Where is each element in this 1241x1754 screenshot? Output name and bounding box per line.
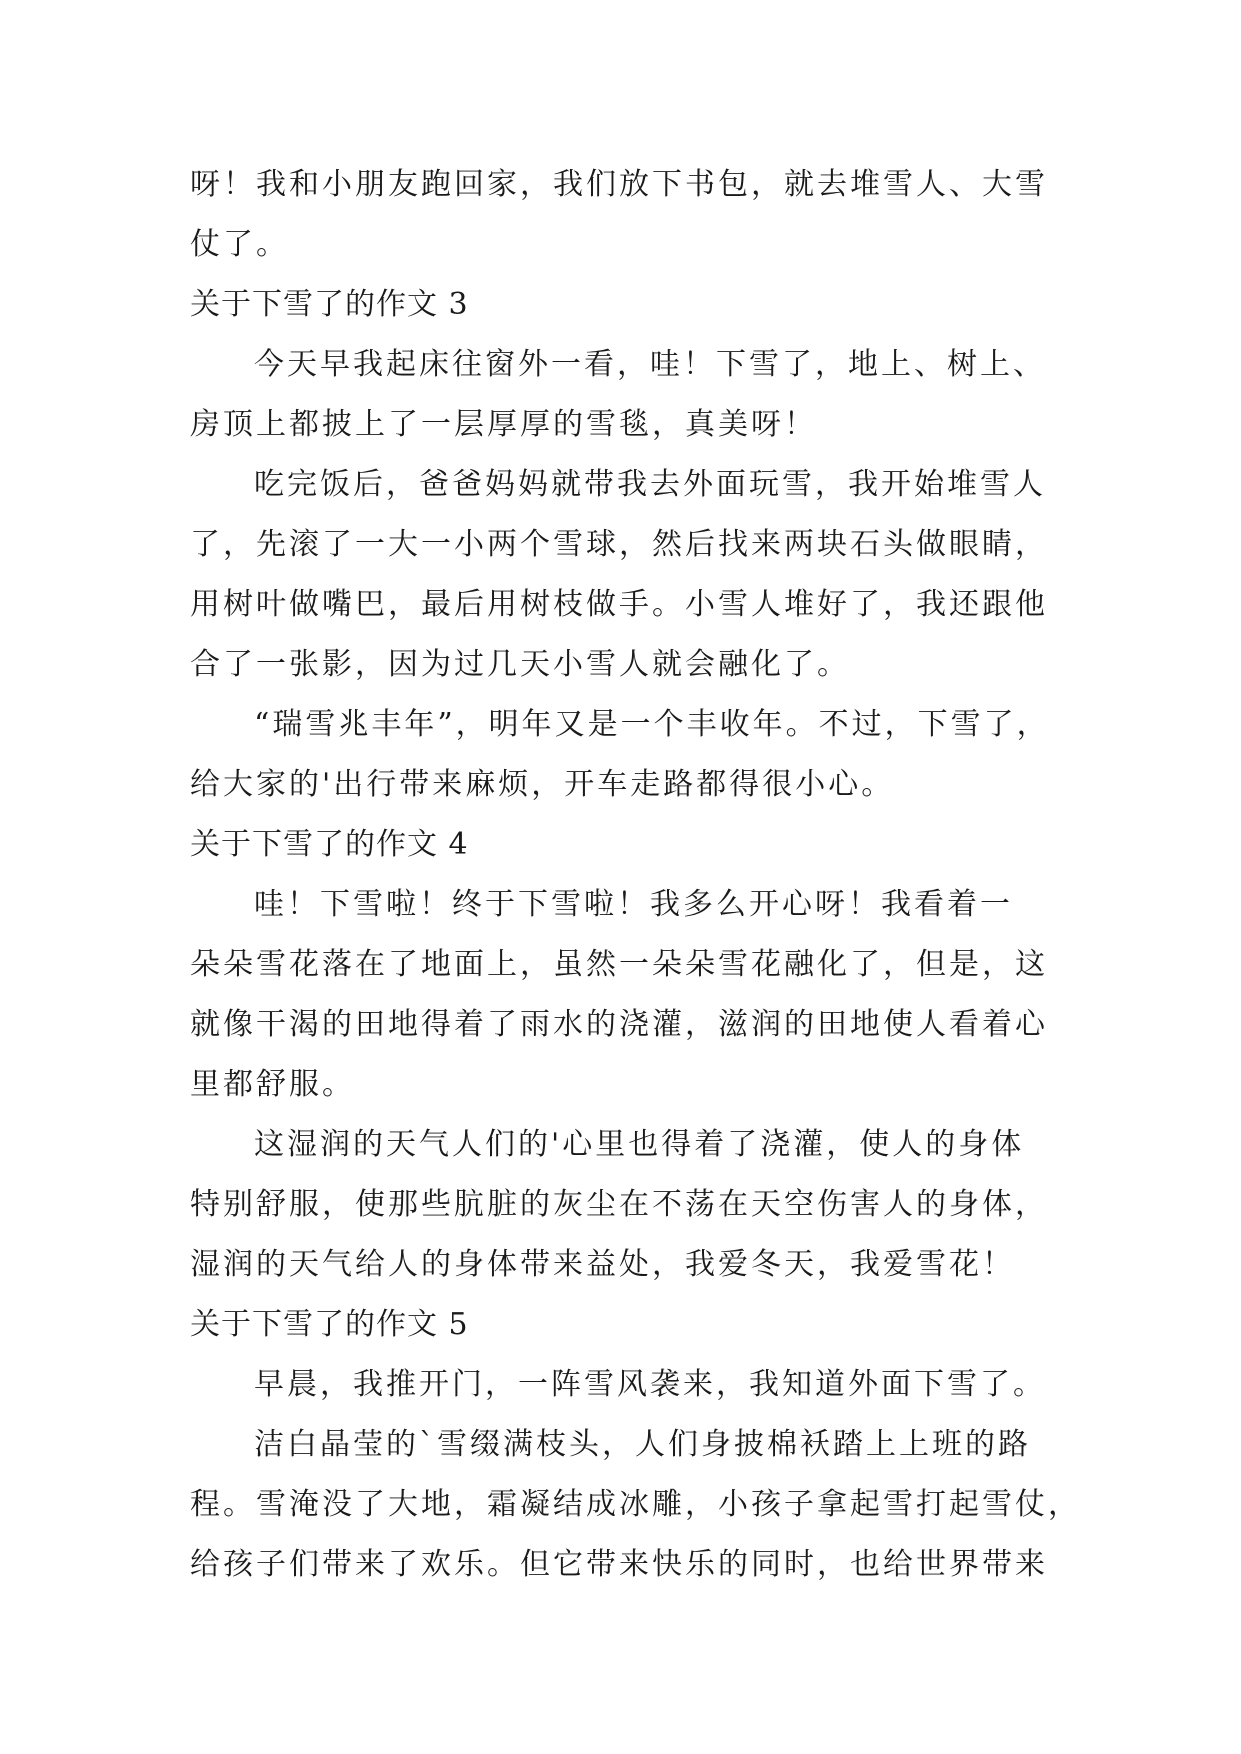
paragraph-line: 哇！下雪啦！终于下雪啦！我多么开心呀！我看着一 (254, 887, 1013, 922)
paragraph-line: 程。雪淹没了大地，霜凝结成冰雕，小孩子拿起雪打起雪仗， (190, 1487, 1081, 1522)
paragraph-line: 房顶上都披上了一层厚厚的雪毯，真美呀！ (190, 407, 817, 442)
paragraph-line: 呀！我和小朋友跑回家，我们放下书包，就去堆雪人、大雪 (190, 167, 1048, 202)
paragraph-line: 这湿润的天气人们的'心里也得着了浇灌，使人的身体 (254, 1127, 1025, 1162)
paragraph-line: 给大家的'出行带来麻烦，开车走路都得很小心。 (190, 767, 895, 802)
paragraph-line: “瑞雪兆丰年”，明年又是一个丰收年。不过，下雪了， (254, 707, 1050, 742)
paragraph-line: 就像干渴的田地得着了雨水的浇灌，滋润的田地使人看着心 (190, 1007, 1048, 1042)
paragraph-line: 仗了。 (190, 227, 289, 262)
paragraph-line: 今天早我起床往窗外一看，哇！下雪了，地上、树上、 (254, 347, 1046, 382)
section-heading: 关于下雪了的作文 4 (190, 827, 469, 862)
paragraph-line: 用树叶做嘴巴，最后用树枝做手。小雪人堆好了，我还跟他 (190, 587, 1048, 622)
paragraph-line: 里都舒服。 (190, 1067, 355, 1102)
paragraph-line: 吃完饭后，爸爸妈妈就带我去外面玩雪，我开始堆雪人 (254, 467, 1046, 502)
paragraph-line: 了，先滚了一大一小两个雪球，然后找来两块石头做眼睛， (190, 527, 1048, 562)
paragraph-line: 特别舒服，使那些肮脏的灰尘在不荡在天空伤害人的身体， (190, 1187, 1048, 1222)
paragraph-line: 早晨，我推开门，一阵雪风袭来，我知道外面下雪了。 (254, 1367, 1046, 1402)
paragraph-line: 合了一张影，因为过几天小雪人就会融化了。 (190, 647, 850, 682)
section-heading: 关于下雪了的作文 5 (190, 1307, 469, 1342)
paragraph-line: 湿润的天气给人的身体带来益处，我爱冬天，我爱雪花！ (190, 1247, 1015, 1282)
paragraph-line: 洁白晶莹的`雪缀满枝头，人们身披棉袄踏上上班的路 (254, 1427, 1031, 1462)
paragraph-line: 给孩子们带来了欢乐。但它带来快乐的同时，也给世界带来 (190, 1547, 1048, 1582)
section-heading: 关于下雪了的作文 3 (190, 287, 469, 322)
document-body (190, 155, 1081, 1595)
paragraph-line: 朵朵雪花落在了地面上，虽然一朵朵雪花融化了，但是，这 (190, 947, 1048, 982)
